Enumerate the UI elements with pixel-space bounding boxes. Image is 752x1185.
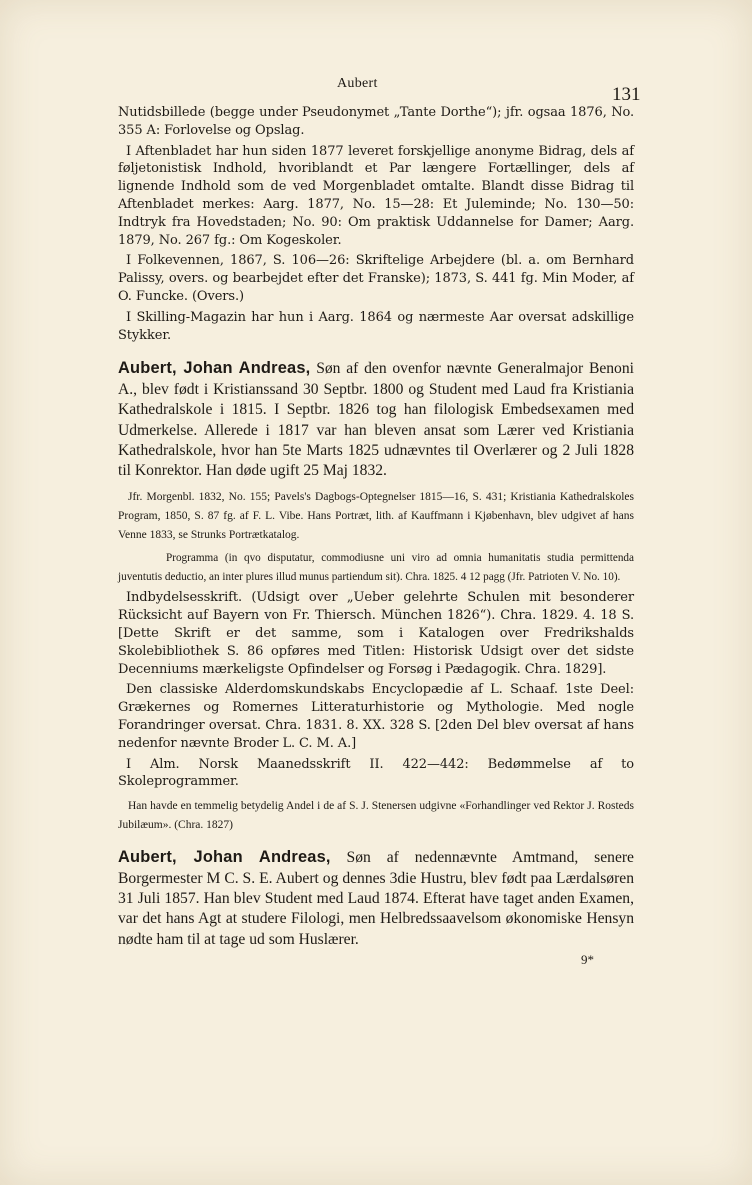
- paragraph-indbydelsesskrift: Indbydelsesskrift. (Udsigt over „Ueber gelehrte Schulen mit besonderer Rücksicht auf Bayern von Fr. Thiersch. München 1826“). Chra. 1829. 4. 18 S. [Dette Skrift er det samme, som i Katalogen over Fredrikshalds Skolebibliothek S. 86 opføres med Titlen: Historisk Udsigt over det sidste Decenniums mærkeligste Opfindelser og Forsøg i Pædagogik. Chra. 1829].: [118, 590, 634, 677]
- programma-entry: Programma (in qvo disputatur, commodiusne uni viro ad omnia humanitatis studia permittenda juventutis deductio, an inter plures illud munus partiendum sit). Chra. 1825. 4 12 pagg (Jfr. Patrioten V. No. 10).: [118, 551, 634, 583]
- paragraph-maanedsskrift: I Alm. Norsk Maanedsskrift II. 422—442: Bedømmelse af to Skoleprogrammer.: [118, 756, 634, 790]
- entry-name-heading: Aubert, Johan Andreas,: [118, 359, 311, 378]
- page-number: 131: [612, 84, 641, 105]
- paragraph-continuation: Nutidsbillede (begge under Pseudonymet „Tante Dorthe“); jfr. ogsaa 1876, No. 355 A: Forlovelse og Opslag.: [118, 105, 634, 138]
- entry-aubert-1857: [118, 847, 634, 950]
- page-body: [118, 104, 634, 968]
- paragraph-aftenbladet: I Aftenbladet har hun siden 1877 leveret forskjellige anonyme Bidrag, dels af føljetonistisk Indhold, hvoriblandt et Par længere Fortællinger, dels af lignende Indhold som de ved Morgenbladet omtalte. Blandt disse Bidrag til Aftenbladet merkes: Aarg. 1877, No. 15—28: Et Juleminde; No. 130—50: Indtryk fra Hovedstaden; No. 90: Om praktisk Uddannelse for Damer; Aarg. 1879, No. 267 fg.: Om Kogeskoler.: [118, 143, 634, 248]
- note-jubilaeum: Han havde en temmelig betydelig Andel i de af S. J. Stenersen udgivne «Forhandlinger ved Rektor J. Rosteds Jubilæum». (Chra. 1827): [118, 800, 634, 832]
- entry-aubert-1800: [118, 358, 634, 481]
- paragraph-folkevennen: I Folkevennen, 1867, S. 106—26: Skriftelige Arbejdere (bl. a. om Bernhard Palissy, overs. og bearbejdet efter det Franske); 1873, S. 441 fg. Min Moder, af O. Funcke. (Overs.): [118, 253, 634, 304]
- entry-text: Søn af den ovenfor nævnte Generalmajor Benoni A., blev født i Kristianssand 30 Septbr. 1800 og Student med Laud fra Kristiania Kathedralskole i 1815. I Septbr. 1826 tog han filologisk Embedsexamen med Udmerkelse. Allerede i 1817 var han bleven ansat som Lærer ved Kristiania Kathedralskole, hvor han 5te Marts 1825 udnævntes til Overlærer og 2 Juli 1828 til Konrektor. Han døde ugift 25 Maj 1832.: [118, 360, 634, 480]
- references-note: Jfr. Morgenbl. 1832, No. 155; Pavels's Dagbogs-Optegnelser 1815—16, S. 431; Kristiania Kathedralskoles Program, 1850, S. 87 fg. af F. L. Vibe. Hans Portræt, lith. af Kauffmann i Kjøbenhavn, blev udgivet af hans Venne 1833, se Strunks Portrætkatalog.: [118, 490, 634, 541]
- entry-text: Søn af nedennævnte Amtmand, senere Borgermester M C. S. E. Aubert og dennes 3die Hustru, blev født paa Lærdalsøren 31 Juli 1857. Han blev Student med Laud 1874. Efterat have taget anden Examen, var det hans Agt at studere Filologi, men Helbredssaavelsom økonomiske Hensyn nødte ham til at tage ud som Huslærer.: [118, 849, 634, 948]
- paragraph-encyclopaedie: Den classiske Alderdomskundskabs Encyclopædie af L. Schaaf. 1ste Deel: Grækernes og Romernes Litteraturhistorie og Mythologie. Med nogle Forandringer oversat. Chra. 1831. 8. XX. 328 S. [2den Del blev oversat af hans nedenfor nævnte Broder L. C. M. A.]: [118, 682, 634, 751]
- running-header: Aubert: [337, 76, 378, 91]
- paragraph-skilling-magazin: I Skilling-Magazin har hun i Aarg. 1864 og nærmeste Aar oversat adskillige Stykker.: [118, 309, 634, 343]
- signature-mark: 9*: [581, 952, 594, 968]
- entry-name-heading: Aubert, Johan Andreas,: [118, 848, 331, 867]
